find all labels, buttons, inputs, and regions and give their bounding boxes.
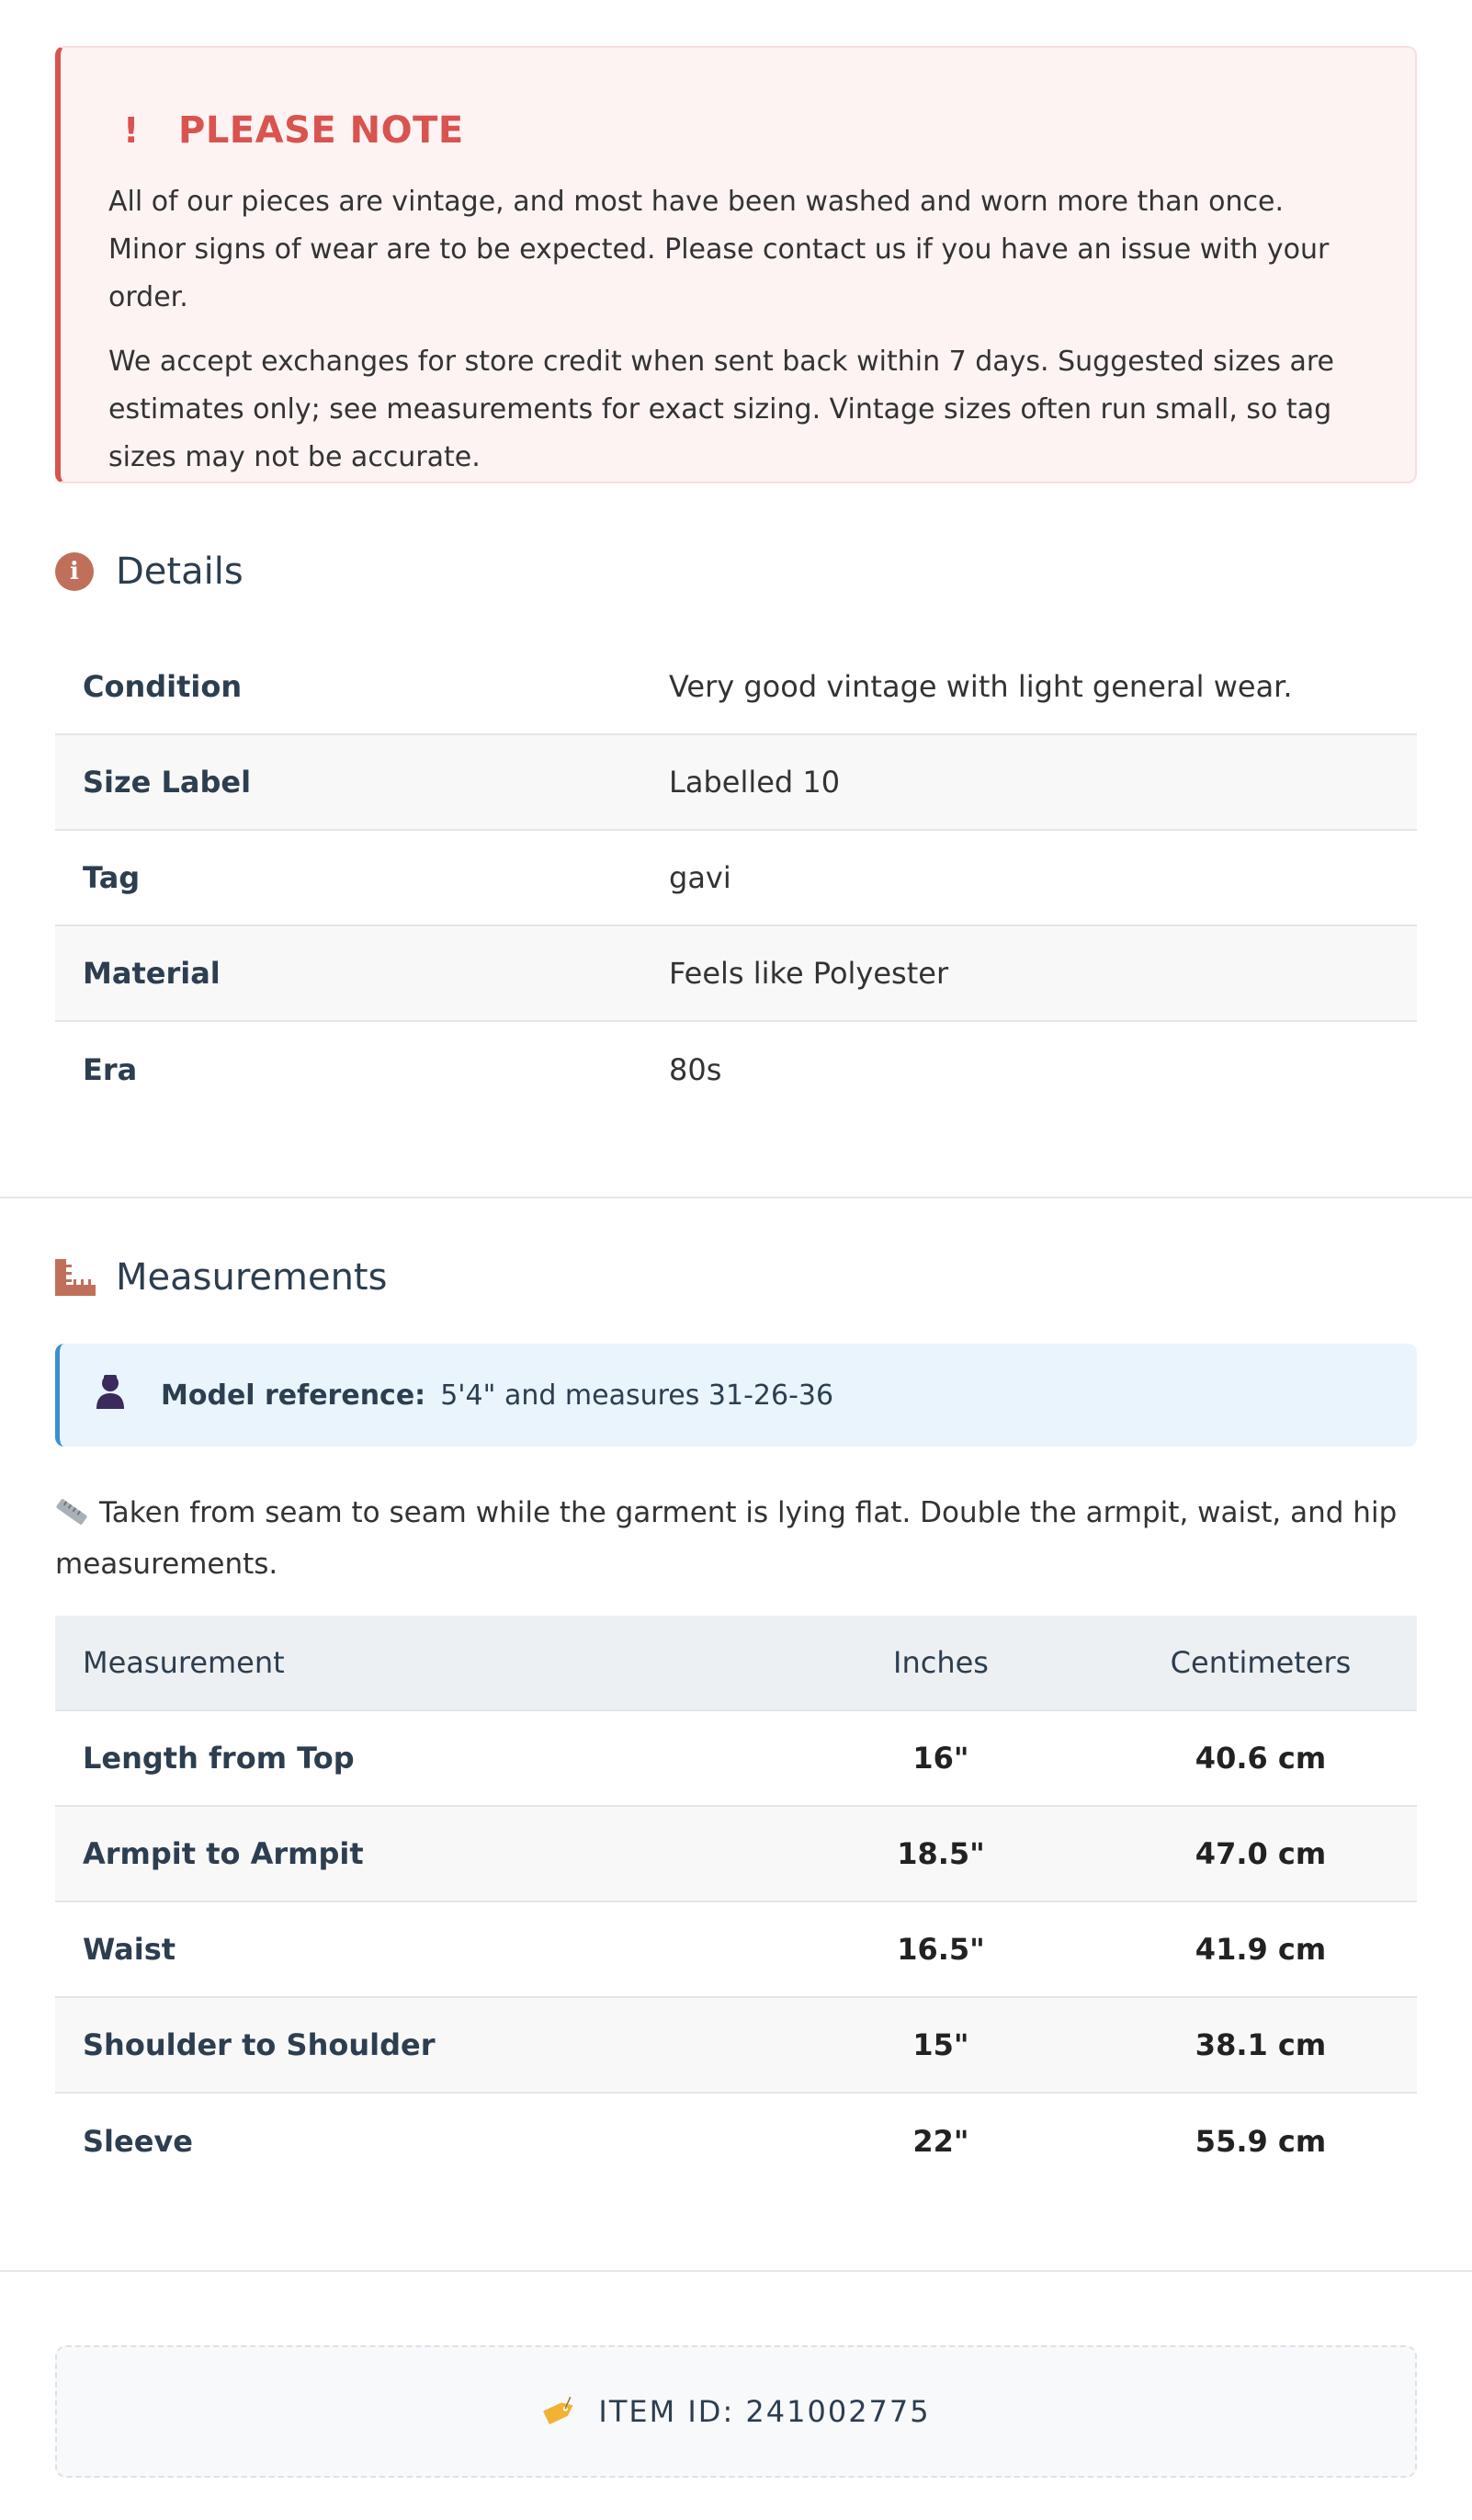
notice-title: PLEASE NOTE xyxy=(178,109,464,152)
please-note-box xyxy=(55,46,1417,483)
details-row-condition xyxy=(55,640,1417,735)
ruler-icon xyxy=(55,1498,88,1526)
measurement-cm: 55.9 cm xyxy=(1195,2124,1327,2159)
header-centimeters: Centimeters xyxy=(1170,1645,1352,1680)
section-divider xyxy=(0,1197,1472,1198)
details-value: Labelled 10 xyxy=(669,765,841,800)
measurement-name: Length from Top xyxy=(83,1741,355,1776)
measurement-inches: 22" xyxy=(912,2124,969,2159)
header-measurement: Measurement xyxy=(83,1645,285,1680)
details-label: Condition xyxy=(83,669,243,704)
measurements-title: Measurements xyxy=(116,1256,388,1299)
measurement-cm: 38.1 cm xyxy=(1195,2027,1327,2062)
table-row xyxy=(55,2094,1417,2189)
measurement-inches: 15" xyxy=(912,2027,969,2062)
measurement-cm: 47.0 cm xyxy=(1195,1836,1327,1871)
details-value: Feels like Polyester xyxy=(669,956,949,991)
details-row-material xyxy=(55,926,1417,1022)
measurement-cm: 41.9 cm xyxy=(1195,1932,1327,1967)
measurements-header-row xyxy=(55,1616,1417,1711)
model-reference-label: Model reference: xyxy=(161,1379,426,1412)
details-value: 80s xyxy=(669,1052,722,1087)
details-table xyxy=(55,640,1417,1118)
measurement-name: Sleeve xyxy=(83,2124,193,2159)
ruler-square-icon xyxy=(55,1259,96,1296)
table-row xyxy=(55,1807,1417,1902)
details-heading xyxy=(55,544,243,599)
details-title: Details xyxy=(116,551,243,593)
table-row xyxy=(55,1998,1417,2094)
measurements-heading xyxy=(55,1250,387,1305)
notice-header xyxy=(108,105,1367,156)
table-row xyxy=(55,1902,1417,1998)
section-divider xyxy=(0,2270,1472,2272)
details-label: Material xyxy=(83,956,221,991)
header-inches: Inches xyxy=(893,1645,989,1680)
measurement-name: Shoulder to Shoulder xyxy=(83,2027,436,2062)
measurement-inches: 18.5" xyxy=(897,1836,985,1871)
model-reference-box xyxy=(55,1344,1417,1447)
measurement-note xyxy=(55,1489,1417,1588)
measurement-note-text: Taken from seam to seam while the garment is lying flat. Double the armpit, waist, and hip measurements. xyxy=(55,1496,1398,1581)
measurement-cm: 40.6 cm xyxy=(1195,1741,1327,1776)
item-id-text: ITEM ID: 241002775 xyxy=(598,2394,931,2429)
details-row-tag xyxy=(55,831,1417,926)
measurements-table xyxy=(55,1616,1417,2189)
details-label: Era xyxy=(83,1052,138,1087)
measurement-name: Armpit to Armpit xyxy=(83,1836,364,1871)
notice-paragraph-1: All of our pieces are vintage, and most have been washed and worn more than once. Minor signs of wear are to be expected. Please contact us if you have an issue with your order. xyxy=(108,186,1330,313)
exclamation-icon: ! xyxy=(123,110,140,151)
measurement-name: Waist xyxy=(83,1932,176,1967)
details-row-era xyxy=(55,1022,1417,1118)
table-row xyxy=(55,1711,1417,1807)
person-icon xyxy=(95,1374,126,1409)
details-value: Very good vintage with light general wear. xyxy=(669,669,1293,704)
details-value: gavi xyxy=(669,860,731,895)
item-id-box xyxy=(55,2345,1417,2478)
info-circle-icon: i xyxy=(55,552,94,591)
notice-paragraph-2: We accept exchanges for store credit when sent back within 7 days. Suggested sizes are estimates only; see measurements for exact sizing. Vintage sizes often run small, so tag sizes may not be accurate. xyxy=(108,346,1335,473)
tag-icon xyxy=(541,2397,578,2426)
measurement-inches: 16" xyxy=(912,1741,969,1776)
details-label: Tag xyxy=(83,860,141,895)
details-row-size-label xyxy=(55,735,1417,831)
details-label: Size Label xyxy=(83,765,252,800)
measurement-inches: 16.5" xyxy=(897,1932,985,1967)
model-reference-value: 5'4" and measures 31-26-36 xyxy=(440,1379,834,1412)
